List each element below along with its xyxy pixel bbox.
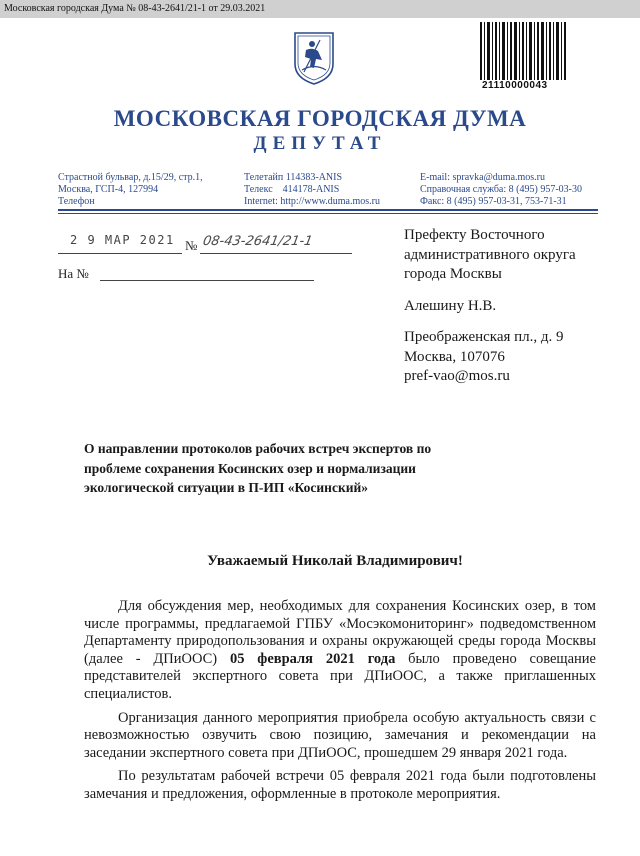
addressee-line: Префекту Восточного [404, 227, 545, 243]
greeting: Уважаемый Николай Владимирович! [207, 553, 463, 569]
barcode-number: 21110000043 [482, 80, 548, 91]
date-stamp: 2 9 МАР 2021 [70, 233, 175, 247]
addressee-address-line: Москва, 107076 [404, 348, 505, 365]
contact-line: Справочная служба: 8 (495) 957-03-30 [420, 184, 582, 195]
contact-line: Телефон [58, 196, 95, 207]
meeting-date: 05 февраля 2021 года [229, 650, 396, 667]
date-underline [58, 253, 182, 254]
header-divider [58, 209, 598, 211]
paragraph-text: было проведено совещание представителей экспертного совета при ДПиООС, а также приглашенных специалистов. [84, 650, 596, 702]
addressee-address-line: Преображенская пл., д. 9 [404, 329, 564, 345]
barcode-icon [478, 22, 568, 82]
addressee-line: города Москвы [404, 266, 502, 282]
header-divider-thin [58, 213, 598, 214]
addressee-block [404, 226, 624, 387]
document-header-bar: Московская городская Дума № 08-43-2641/21-1 от 29.03.2021 [0, 0, 640, 18]
letter-body [84, 598, 596, 810]
outgoing-number-label: № [185, 238, 198, 253]
org-title: МОСКОВСКАЯ ГОРОДСКАЯ ДУМА [113, 106, 527, 131]
number-underline [200, 253, 352, 254]
contact-line: Факс: 8 (495) 957-03-31, 753-71-31 [420, 196, 567, 207]
addressee-email: pref-vao@mos.ru [404, 368, 510, 384]
contacts-address [58, 172, 238, 208]
paragraph-text: Для обсуждения мер, необходимых для сохранения Косинских озер, в том числе программы, предлагаемой ГПБУ «Мосэкомониторинг» подведомственном Департаменту природопользования и охраны окружающей среды города Москвы (далее - ДПиООС) [84, 598, 596, 667]
addressee-name: Алешину Н.В. [404, 297, 497, 314]
contact-line: Москва, ГСП-4, 127994 [58, 184, 159, 195]
subject-line: проблеме сохранения Косинских озер и нормализации [84, 460, 416, 476]
letter-subject [84, 439, 484, 498]
paragraph-3: По результатам рабочей встречи 05 февраля 2021 года были подготовлены замечания и предложения, оформленные в протоколе мероприятия. [84, 768, 596, 802]
contact-line: Страстной бульвар, д.15/29, стр.1, [58, 172, 203, 183]
contact-line: Телетайп 114383-ANIS [244, 172, 343, 183]
reply-to-label: На № [58, 266, 89, 281]
contacts-email-fax [420, 172, 620, 208]
moscow-coat-of-arms-icon [292, 30, 336, 86]
reply-to-underline [100, 280, 314, 281]
subject-line: О направлении протоколов рабочих встреч экспертов по [84, 441, 432, 456]
contact-line: Телекс 414178-ANIS [244, 184, 340, 195]
addressee-line: административного округа [404, 246, 576, 263]
subject-line: экологической ситуации в П-ИП «Косинский» [84, 480, 369, 495]
outgoing-number-value: 08-43-2641/21-1 [201, 234, 314, 249]
contact-line: E-mail: spravka@duma.mos.ru [420, 172, 546, 183]
contacts-telecom [244, 172, 414, 208]
contact-line: Internet: http://www.duma.mos.ru [244, 196, 380, 207]
paragraph-2: Организация данного мероприятия приобрела особую актуальность связи с невозможностью озвучить свою позицию, замечания и рекомендации на заседании экспертного совета при ДПиООС, прошедшем 29 января 2021 года. [84, 709, 596, 761]
paragraph-1 [84, 598, 596, 704]
org-subtitle: ДЕПУТАТ [253, 133, 387, 154]
